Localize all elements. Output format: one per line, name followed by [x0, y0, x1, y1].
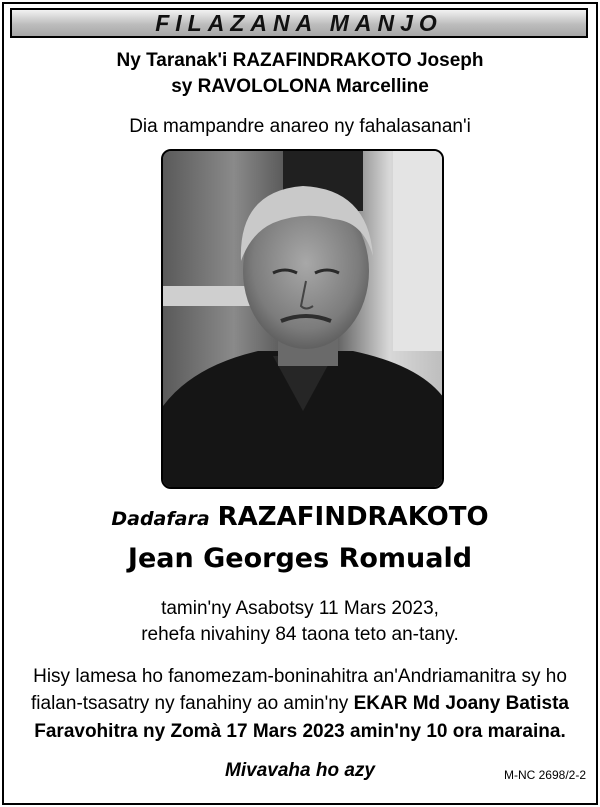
- parents-line-2: sy RAVOLOLONA Marcelline: [171, 76, 429, 97]
- closing-text: Mivavaha ho azy: [225, 760, 375, 781]
- death-age-line: rehefa nivahiny 84 taona teto an-tany.: [141, 624, 459, 645]
- service-line-2-text: fialan-tsasatry ny fanahiny ao amin'ny: [31, 693, 354, 714]
- intro-text: Dia mampandre anareo ny fahalasanan'i: [129, 116, 471, 137]
- deceased-given-names: Jean Georges Romuald: [127, 543, 473, 574]
- death-date-line: tamin'ny Asabotsy 11 Mars 2023,: [161, 598, 439, 619]
- service-location: EKAR Md Joany Batista: [353, 693, 569, 714]
- portrait-image: [163, 151, 444, 489]
- deceased-surname: RAZAFINDRAKOTO: [217, 502, 489, 532]
- service-line-3: Faravohitra ny Zomà 17 Mars 2023 amin'ny 10 ora maraina.: [34, 721, 566, 742]
- reference-code: M-NC 2698/2-2: [503, 768, 586, 782]
- service-line-2: [0, 693, 600, 715]
- portrait-photo: [161, 149, 444, 489]
- deceased-name-line-1: [0, 502, 600, 532]
- deceased-title: Dadafara: [111, 508, 210, 530]
- service-line-1: Hisy lamesa ho fanomezam-boninahitra an'Andriamanitra sy ho: [33, 666, 567, 687]
- notice-banner: FILAZANA MANJO: [10, 8, 588, 38]
- parents-line-1: Ny Taranak'i RAZAFINDRAKOTO Joseph: [116, 50, 484, 71]
